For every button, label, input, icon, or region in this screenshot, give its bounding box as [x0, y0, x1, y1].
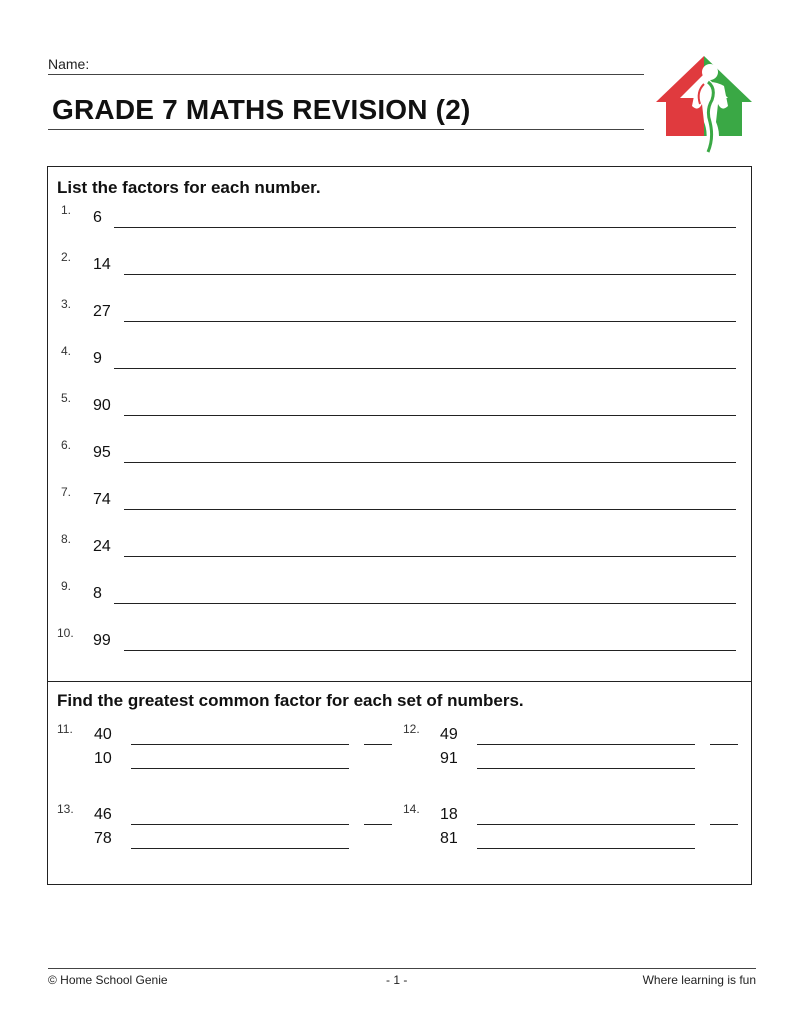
list-item: [57, 722, 397, 782]
list-item: [48, 250, 751, 280]
work-line[interactable]: [477, 744, 695, 745]
work-line[interactable]: [131, 744, 349, 745]
second-number: 91: [440, 750, 458, 767]
question-value: 74: [93, 491, 111, 508]
work-line[interactable]: [131, 848, 349, 849]
first-number: 40: [94, 726, 112, 743]
answer-line[interactable]: [114, 368, 736, 369]
first-number: 18: [440, 806, 458, 823]
question-value: 99: [93, 632, 111, 649]
list-item: [48, 626, 751, 656]
factors-heading: List the factors for each number.: [57, 178, 321, 197]
question-number: 12.: [403, 722, 420, 736]
answer-line[interactable]: [124, 556, 736, 557]
answer-line[interactable]: [364, 824, 392, 825]
question-number: 6.: [61, 438, 72, 452]
question-number: 5.: [61, 391, 72, 405]
work-line[interactable]: [131, 768, 349, 769]
list-item: [48, 579, 751, 609]
work-line[interactable]: [131, 824, 349, 825]
question-value: 90: [93, 397, 111, 414]
question-number: 8.: [61, 532, 72, 546]
question-value: 24: [93, 538, 111, 555]
list-item: [48, 485, 751, 515]
footer-copyright: © Home School Genie: [48, 973, 168, 987]
gcf-heading: Find the greatest common factor for each set of numbers.: [57, 691, 524, 710]
question-value: 14: [93, 256, 111, 273]
list-item: [48, 438, 751, 468]
question-number: 1.: [61, 203, 72, 217]
answer-line[interactable]: [124, 650, 736, 651]
second-number: 81: [440, 830, 458, 847]
answer-line[interactable]: [364, 744, 392, 745]
second-number: 78: [94, 830, 112, 847]
work-line[interactable]: [477, 848, 695, 849]
question-number: 13.: [57, 802, 74, 816]
question-number: 9.: [61, 579, 72, 593]
answer-line[interactable]: [710, 824, 738, 825]
gcf-section: [47, 681, 752, 885]
answer-line[interactable]: [114, 603, 736, 604]
answer-line[interactable]: [124, 321, 736, 322]
page-number: - 1 -: [386, 973, 408, 987]
list-item: [48, 203, 751, 233]
question-number: 10.: [57, 626, 74, 640]
answer-line[interactable]: [124, 462, 736, 463]
question-number: 4.: [61, 344, 72, 358]
answer-line[interactable]: [710, 744, 738, 745]
title-row: [48, 94, 644, 130]
question-number: 3.: [61, 297, 72, 311]
question-value: 8: [93, 585, 102, 602]
list-item: [403, 722, 743, 782]
question-number: 11.: [57, 722, 73, 736]
home-school-genie-logo-icon: [652, 52, 756, 160]
list-item: [57, 802, 397, 862]
first-number: 49: [440, 726, 458, 743]
question-number: 2.: [61, 250, 72, 264]
list-item: [403, 802, 743, 862]
name-label: Name:: [48, 56, 90, 72]
footer: [48, 968, 756, 991]
work-line[interactable]: [477, 824, 695, 825]
footer-tagline: Where learning is fun: [642, 973, 756, 987]
page-title: GRADE 7 MATHS REVISION (2): [52, 94, 471, 125]
question-number: 14.: [403, 802, 420, 816]
question-value: 95: [93, 444, 111, 461]
answer-line[interactable]: [124, 415, 736, 416]
list-item: [48, 391, 751, 421]
answer-line[interactable]: [124, 509, 736, 510]
factors-section: [47, 166, 752, 682]
list-item: [48, 532, 751, 562]
first-number: 46: [94, 806, 112, 823]
answer-line[interactable]: [124, 274, 736, 275]
name-field[interactable]: [48, 56, 644, 75]
list-item: [48, 344, 751, 374]
question-value: 27: [93, 303, 111, 320]
list-item: [48, 297, 751, 327]
work-line[interactable]: [477, 768, 695, 769]
question-value: 9: [93, 350, 102, 367]
answer-line[interactable]: [114, 227, 736, 228]
question-value: 6: [93, 209, 102, 226]
second-number: 10: [94, 750, 112, 767]
question-number: 7.: [61, 485, 72, 499]
